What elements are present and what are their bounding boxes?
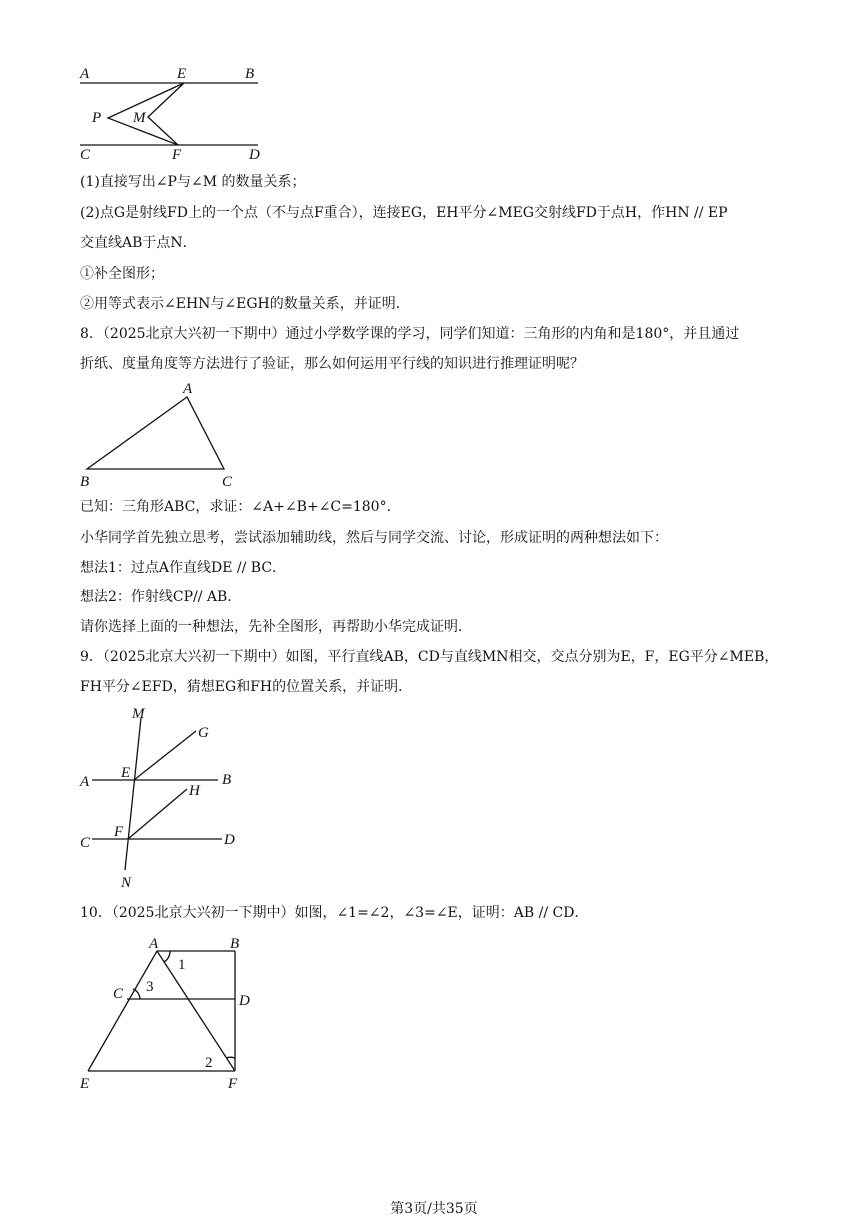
angle-label-2: 2	[205, 1055, 213, 1071]
ray-eg	[134, 731, 196, 780]
triangle-abc	[87, 397, 224, 469]
angle-label-1: 1	[178, 957, 186, 973]
q8-line2: 折纸、度量角度等方法进行了验证，那么如何运用平行线的知识进行推理证明呢？	[80, 356, 584, 372]
figure-q8-triangle	[87, 397, 224, 469]
segment-e-p-f	[108, 83, 184, 145]
label-p: P	[92, 110, 102, 126]
label-e: E	[80, 1076, 90, 1092]
label-c: C	[80, 835, 91, 851]
figure-q10-trapezoid	[88, 951, 235, 1071]
label-c: C	[113, 986, 124, 1002]
label-e: E	[121, 765, 131, 781]
figure-q10-labels	[79, 936, 250, 1092]
label-f: F	[172, 147, 182, 163]
line-mn	[125, 718, 141, 870]
label-n: N	[121, 875, 132, 891]
figure-q9-labels	[79, 706, 235, 891]
page-number: 第3页/共35页	[390, 1201, 478, 1217]
figure-q7-labels	[79, 66, 260, 163]
label-b: B	[80, 474, 90, 490]
q8-line1: 8．（2025北京大兴初一下期中）通过小学数学课的学习，同学们知道：三角形的内角和是180°，并且通过	[80, 326, 740, 342]
label-a: A	[80, 774, 90, 790]
q8-idea1: 想法1：过点A作直线DE // BC．	[80, 560, 287, 576]
label-a: A	[149, 936, 159, 952]
label-f: F	[114, 824, 124, 840]
q7-part2-line1: (2)点G是射线FD上的一个点（不与点F重合），连接EG，EH平分∠MEG交射线FD于点H，作HN // EP	[80, 205, 728, 221]
angle-1-arc	[164, 951, 170, 962]
figure-q8-labels	[80, 381, 233, 490]
segment-ae	[88, 951, 157, 1071]
ray-fh	[128, 789, 187, 839]
segment-af	[157, 951, 235, 1071]
q8-given: 已知：三角形ABC，求证：∠A+∠B+∠C=180°．	[80, 499, 401, 515]
label-a: A	[183, 381, 193, 397]
label-m: M	[133, 110, 146, 126]
label-e: E	[177, 66, 187, 82]
angle-2-arc	[226, 1057, 235, 1058]
label-d: D	[239, 993, 250, 1009]
q7-sub2: ②用等式表示∠EHN与∠EGH的数量关系，并证明．	[80, 296, 410, 312]
label-m: M	[132, 706, 145, 722]
label-c: C	[222, 474, 233, 490]
q9-line2: FH平分∠EFD，猜想EG和FH的位置关系，并证明．	[80, 679, 413, 695]
q7-part1: (1)直接写出∠P与∠M 的数量关系；	[80, 174, 306, 190]
label-h: H	[189, 783, 200, 799]
q8-intro: 小华同学首先独立思考，尝试添加辅助线，然后与同学交流、讨论，形成证明的两种想法如下：	[80, 530, 668, 546]
label-b: B	[230, 936, 240, 952]
label-g: G	[198, 725, 209, 741]
figure-q7-parallel-lines	[80, 83, 258, 145]
q9-line1: 9．（2025北京大兴初一下期中）如图，平行直线AB，CD与直线MN相交，交点分别为E，F，EG平分∠MEB，	[80, 649, 779, 665]
label-d: D	[249, 147, 260, 163]
q10-line1: 10．（2025北京大兴初一下期中）如图，∠1=∠2，∠3=∠E，证明：AB // CD．	[80, 905, 589, 921]
label-d: D	[224, 832, 235, 848]
label-c: C	[80, 147, 91, 163]
q8-ask: 请你选择上面的一种想法，先补全图形，再帮助小华完成证明．	[80, 619, 472, 635]
label-a: A	[80, 66, 90, 82]
q8-idea2: 想法2：作射线CP// AB．	[80, 589, 242, 605]
q7-part2-line2: 交直线AB于点N．	[80, 235, 197, 251]
label-b: B	[245, 66, 255, 82]
label-f: F	[228, 1076, 238, 1092]
angle-label-3: 3	[146, 979, 154, 995]
label-b: B	[222, 772, 232, 788]
q7-sub1: ①补全图形；	[80, 266, 164, 282]
